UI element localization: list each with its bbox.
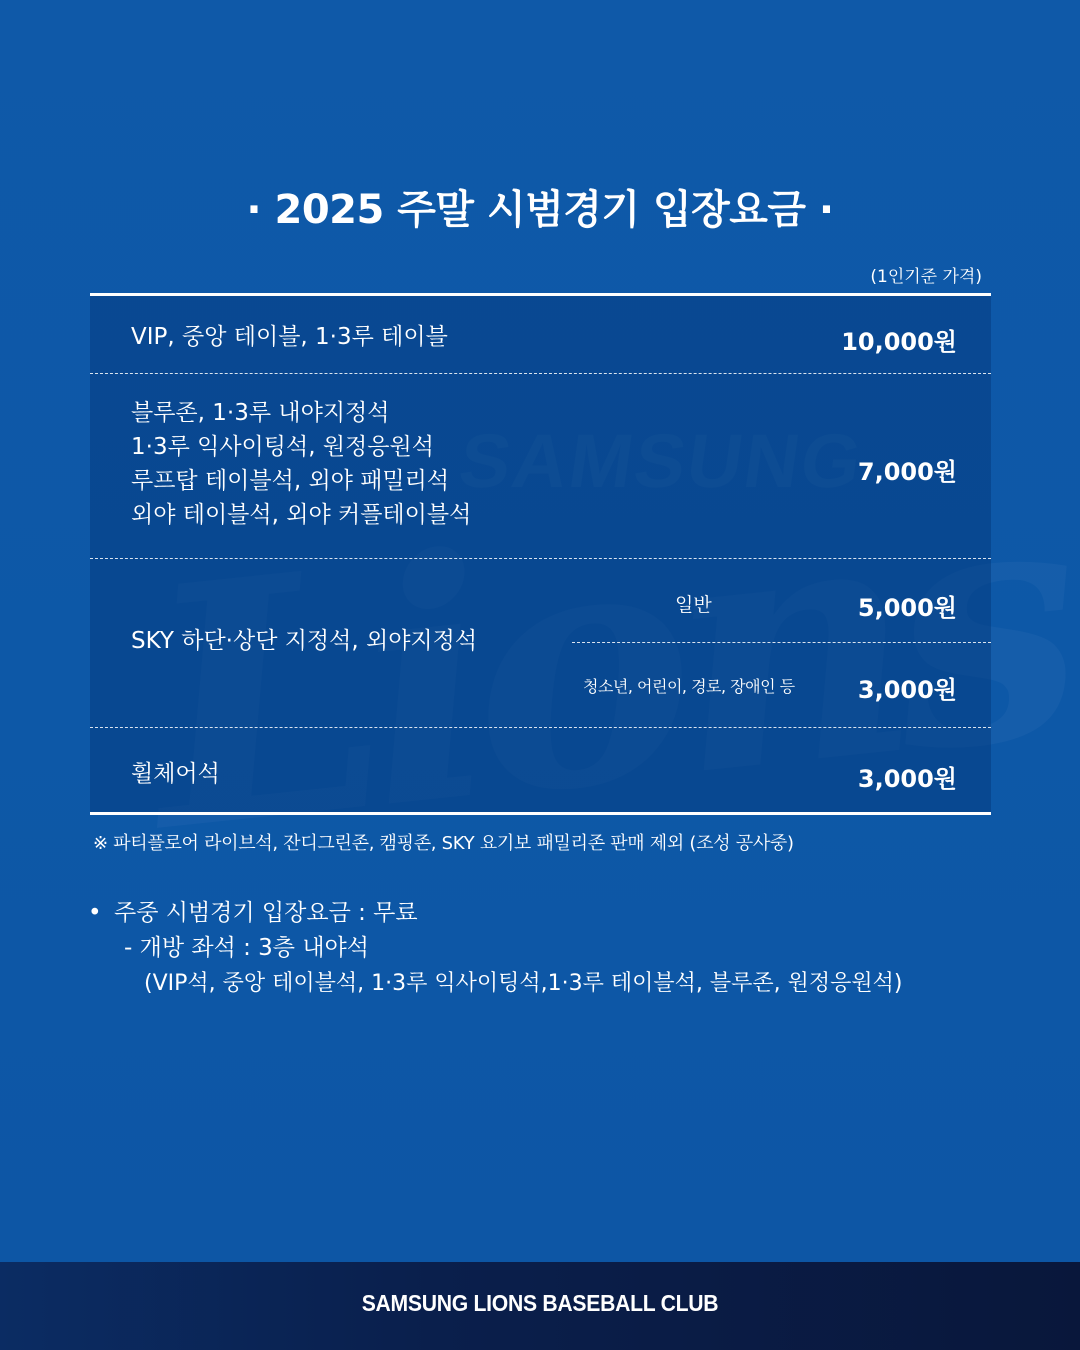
row-zone-seats-2: 1·3루 익사이팅석, 원정응원석: [131, 434, 434, 460]
sub-label-discount: 청소년, 어린이, 경로, 장애인 등: [583, 677, 795, 696]
weekday-fee: 주중 시범경기 입장요금 : 무료: [114, 900, 418, 926]
price-table: [90, 293, 991, 815]
row-wheelchair-price: 3,000원: [857, 765, 957, 793]
row-divider: [90, 727, 991, 728]
page-title: · 2025 주말 시범경기 입장요금 ·: [246, 187, 834, 233]
footnote: ※ 파티플로어 라이브석, 잔디그린존, 캠핑존, SKY 요기보 패밀리존 판매 제외 (조성 공사중): [93, 833, 794, 854]
row-zone-seats-4: 외야 테이블석, 외야 커플테이블석: [131, 502, 472, 528]
row-wheelchair-seats: 휠체어석: [131, 761, 220, 787]
row-sky-seats: SKY 하단·상단 지정석, 외야지정석: [131, 628, 478, 654]
sub-label-general: 일반: [675, 594, 712, 616]
sub-price-discount: 3,000원: [857, 676, 957, 704]
row-divider: [90, 373, 991, 374]
row-vip-price: 10,000원: [841, 328, 957, 356]
unit-note: (1인기준 가격): [870, 267, 982, 287]
sub-price-general: 5,000원: [857, 594, 957, 622]
row-zone-price: 7,000원: [857, 458, 957, 486]
footer-club-name: SAMSUNG LIONS BASEBALL CLUB: [361, 1290, 719, 1316]
weekday-seat-list: (VIP석, 중앙 테이블석, 1·3루 익사이팅석,1·3루 테이블석, 블루존, 원정응원석): [144, 971, 903, 996]
sub-row-divider: [572, 642, 991, 643]
row-zone-seats-3: 루프탑 테이블석, 외야 패밀리석: [131, 468, 450, 494]
row-divider: [90, 558, 991, 559]
row-vip-seats: VIP, 중앙 테이블, 1·3루 테이블: [131, 324, 448, 350]
row-zone-seats-1: 블루존, 1·3루 내야지정석: [131, 400, 390, 426]
weekday-open-seats: - 개방 좌석 : 3층 내야석: [124, 935, 369, 961]
weekday-info: [88, 896, 902, 1001]
bullet-icon: •: [88, 900, 102, 926]
